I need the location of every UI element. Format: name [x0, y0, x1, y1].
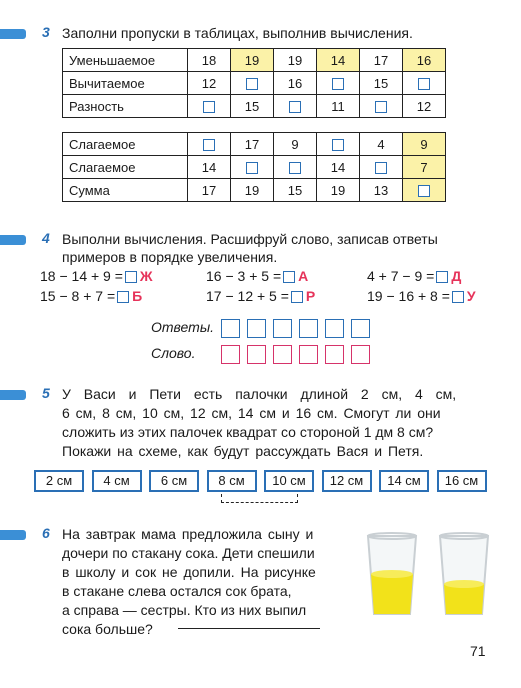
example-letter: А	[298, 268, 309, 284]
blank-square[interactable]	[289, 101, 301, 113]
row-label: Слагаемое	[63, 133, 188, 156]
task-6-line6: сока больше?	[62, 621, 153, 637]
answer-square[interactable]	[283, 271, 295, 283]
table-cell: 16	[403, 49, 446, 72]
answer-square[interactable]	[117, 291, 129, 303]
task-6-line2: дочери по стакану сока. Дети спешили	[62, 545, 315, 561]
example-5	[206, 288, 315, 304]
answer-square[interactable]	[436, 271, 448, 283]
answer-box[interactable]	[325, 319, 344, 338]
example-letter: Р	[305, 288, 316, 304]
table-cell: 15	[360, 72, 403, 95]
example-expression: 18 − 14 + 9 =	[40, 268, 123, 284]
task-4-line2: примеров в порядке увеличения.	[62, 249, 278, 265]
table-row	[63, 95, 446, 118]
stick-box[interactable]: 10 см	[264, 470, 314, 492]
answer-box[interactable]	[273, 319, 292, 338]
example-letter: Ж	[139, 268, 153, 284]
table-row	[63, 49, 446, 72]
blank-square[interactable]	[246, 78, 258, 90]
example-expression: 4 + 7 − 9 =	[367, 268, 435, 284]
stick-box[interactable]: 14 см	[379, 470, 429, 492]
task-5-line3: сложить из этих палочек квадрат со стороной 1 дм 8 см?	[62, 424, 434, 440]
example-2	[206, 268, 308, 284]
blank-square[interactable]	[375, 162, 387, 174]
addition-table	[62, 132, 446, 202]
table-cell: 19	[231, 49, 274, 72]
word-box[interactable]	[221, 345, 240, 364]
table-cell[interactable]	[188, 133, 231, 156]
task-5-number: 5	[42, 385, 50, 401]
answer-square[interactable]	[452, 291, 464, 303]
example-letter: Д	[451, 268, 462, 284]
blank-square[interactable]	[332, 78, 344, 90]
example-4	[40, 288, 142, 304]
task-marker	[0, 235, 26, 245]
table-cell: 19	[317, 179, 360, 202]
table-cell[interactable]	[360, 95, 403, 118]
table-cell[interactable]	[274, 156, 317, 179]
table-cell: 14	[188, 156, 231, 179]
stick-box[interactable]: 16 см	[437, 470, 487, 492]
table-cell: 19	[231, 179, 274, 202]
stick-box[interactable]: 4 см	[92, 470, 142, 492]
blank-square[interactable]	[289, 162, 301, 174]
example-letter: Б	[132, 288, 143, 304]
glass-left	[364, 532, 420, 618]
example-1	[40, 268, 153, 284]
task-marker	[0, 390, 26, 400]
task-marker	[0, 29, 26, 39]
example-3	[367, 268, 461, 284]
blank-square[interactable]	[332, 139, 344, 151]
page-number: 71	[470, 643, 486, 659]
answer-box[interactable]	[299, 319, 318, 338]
word-box[interactable]	[299, 345, 318, 364]
answer-box[interactable]	[351, 319, 370, 338]
word-box[interactable]	[273, 345, 292, 364]
example-6	[367, 288, 476, 304]
blank-square[interactable]	[418, 78, 430, 90]
row-label: Вычитаемое	[63, 72, 188, 95]
task-6-line1: На завтрак мама предложила сыну и	[62, 526, 314, 542]
answer-square[interactable]	[291, 291, 303, 303]
blank-square[interactable]	[418, 185, 430, 197]
table-cell[interactable]	[360, 156, 403, 179]
table-cell: 17	[188, 179, 231, 202]
table-cell: 17	[231, 133, 274, 156]
table-cell: 11	[317, 95, 360, 118]
word-label: Слово.	[151, 345, 196, 361]
stick-box[interactable]: 12 см	[322, 470, 372, 492]
table-cell: 12	[403, 95, 446, 118]
table-cell[interactable]	[317, 72, 360, 95]
table-cell: 4	[360, 133, 403, 156]
table-cell: 15	[274, 179, 317, 202]
glass-right	[436, 532, 492, 618]
blank-square[interactable]	[375, 101, 387, 113]
table-row	[63, 133, 446, 156]
example-letter: У	[466, 288, 476, 304]
answer-box[interactable]	[221, 319, 240, 338]
stick-box[interactable]: 6 см	[149, 470, 199, 492]
table-cell: 14	[317, 156, 360, 179]
row-label: Слагаемое	[63, 156, 188, 179]
task-6-line3: в школу и сок не допили. На рисунке	[62, 564, 316, 580]
task-5-line1: У Васи и Пети есть палочки длиной 2 см, 4 см,	[62, 386, 457, 402]
table-row	[63, 179, 446, 202]
table-cell: 18	[188, 49, 231, 72]
table-cell: 7	[403, 156, 446, 179]
blank-square[interactable]	[246, 162, 258, 174]
task-6-line4: в стакане слева остался сок брата,	[62, 583, 292, 599]
table-cell: 14	[317, 49, 360, 72]
blank-square[interactable]	[203, 139, 215, 151]
table-cell[interactable]	[403, 179, 446, 202]
table-cell[interactable]	[317, 133, 360, 156]
example-expression: 15 − 8 + 7 =	[40, 288, 116, 304]
example-expression: 19 − 16 + 8 =	[367, 288, 450, 304]
stick-box[interactable]: 2 см	[34, 470, 84, 492]
table-cell: 17	[360, 49, 403, 72]
table-cell[interactable]	[231, 72, 274, 95]
table-cell: 19	[274, 49, 317, 72]
table-cell: 16	[274, 72, 317, 95]
stick-box[interactable]: 8 см	[207, 470, 257, 492]
example-expression: 17 − 12 + 5 =	[206, 288, 289, 304]
task-4-number: 4	[42, 230, 50, 246]
task-marker	[0, 530, 26, 540]
word-box[interactable]	[247, 345, 266, 364]
row-label: Сумма	[63, 179, 188, 202]
answer-square[interactable]	[125, 271, 137, 283]
row-label: Уменьшаемое	[63, 49, 188, 72]
table-cell[interactable]	[403, 72, 446, 95]
task-6-number: 6	[42, 525, 50, 541]
table-row	[63, 72, 446, 95]
answer-box[interactable]	[247, 319, 266, 338]
table-row	[63, 156, 446, 179]
table-cell: 9	[274, 133, 317, 156]
task-3-number: 3	[42, 24, 50, 40]
row-label: Разность	[63, 95, 188, 118]
blank-square[interactable]	[203, 101, 215, 113]
task-5-line4: Покажи на схеме, как будут рассуждать Вася и Петя.	[62, 443, 424, 459]
example-expression: 16 − 3 + 5 =	[206, 268, 282, 284]
task-6-line5: а справа — сестры. Кто из них выпил	[62, 602, 307, 618]
task-3-title: Заполни пропуски в таблицах, выполнив вычисления.	[62, 25, 413, 41]
task-4-line1: Выполни вычисления. Расшифруй слово, записав ответы	[62, 231, 438, 247]
subtraction-table	[62, 48, 446, 118]
table-cell[interactable]	[231, 156, 274, 179]
dashed-bracket	[221, 494, 298, 503]
table-cell: 13	[360, 179, 403, 202]
table-cell: 12	[188, 72, 231, 95]
table-cell: 15	[231, 95, 274, 118]
table-cell: 9	[403, 133, 446, 156]
task-5-line2: 6 см, 8 см, 10 см, 12 см, 14 см и 16 см. Смогут ли они	[62, 405, 441, 421]
answers-label: Ответы.	[151, 319, 215, 335]
table-cell[interactable]	[188, 95, 231, 118]
answer-line[interactable]	[178, 628, 320, 629]
word-box[interactable]	[351, 345, 370, 364]
table-cell[interactable]	[274, 95, 317, 118]
word-box[interactable]	[325, 345, 344, 364]
